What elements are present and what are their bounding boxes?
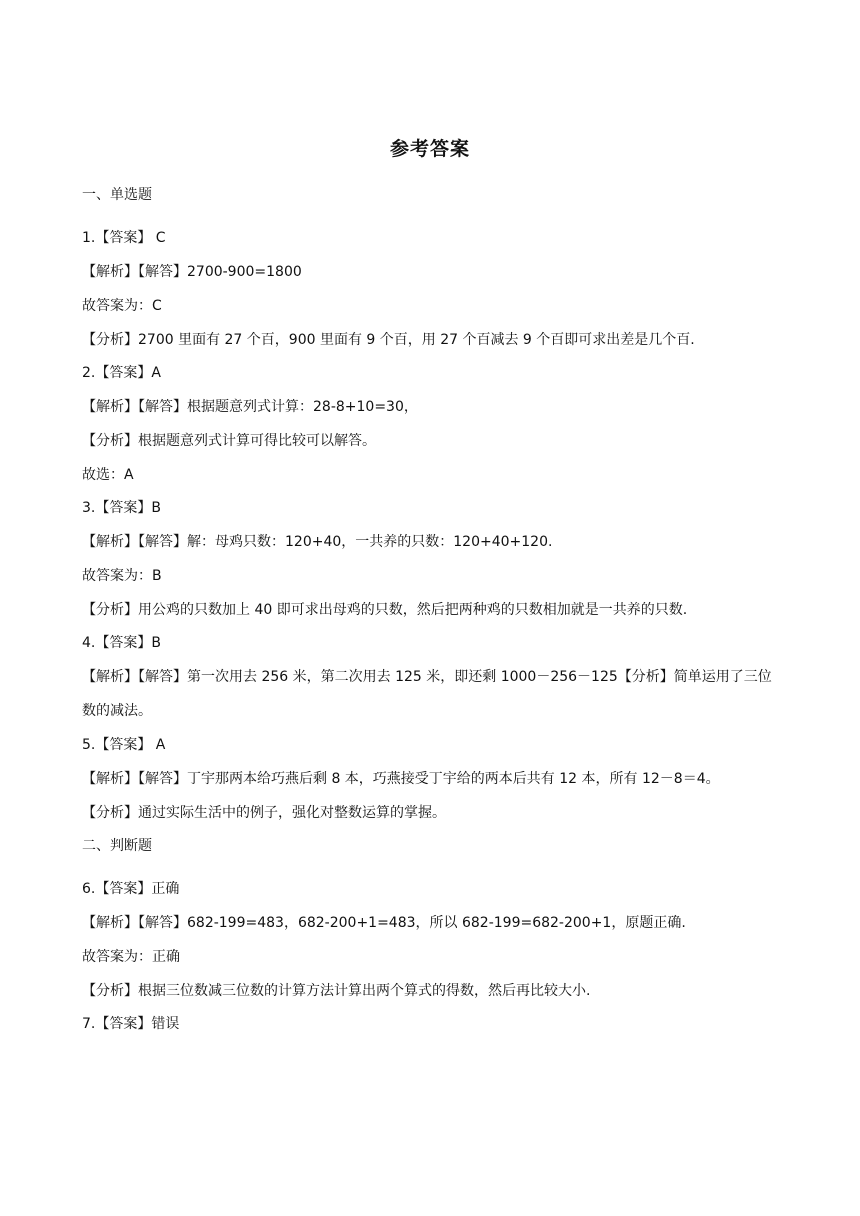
q3-answer: 3.【答案】B — [82, 500, 161, 516]
q4-answer: 4.【答案】B — [82, 635, 161, 651]
section-heading-single-choice: 一、单选题 — [82, 187, 152, 203]
q5-analysis: 【解析】【解答】丁宇那两本给巧燕后剩 8 本，巧燕接受丁宇给的两本后共有 12 本，所有 12－8＝4。 — [82, 771, 720, 787]
q6-conclusion: 故答案为：正确 — [82, 949, 180, 965]
q6-answer: 6.【答案】正确 — [82, 881, 180, 897]
q2-analysis: 【解析】【解答】根据题意列式计算：28-8+10=30， — [82, 399, 418, 415]
q5-note: 【分析】通过实际生活中的例子，强化对整数运算的掌握。 — [82, 805, 446, 821]
q4-analysis: 【解析】【解答】第一次用去 256 米，第二次用去 125 米，即还剩 1000－256－125【分析】简单运用了三位数的减法。 — [82, 669, 772, 719]
q2-note: 【分析】根据题意列式计算可得比较可以解答。 — [82, 433, 376, 449]
section-heading-true-false: 二、判断题 — [82, 838, 152, 854]
q3-note: 【分析】用公鸡的只数加上 40 即可求出母鸡的只数，然后把两种鸡的只数相加就是一共养的只数. — [82, 602, 688, 618]
q6-note: 【分析】根据三位数减三位数的计算方法计算出两个算式的得数，然后再比较大小. — [82, 983, 591, 999]
q1-analysis: 【解析】【解答】2700-900=1800 — [82, 264, 302, 280]
q1-conclusion: 故答案为：C — [82, 298, 162, 314]
q1-note: 【分析】2700 里面有 27 个百，900 里面有 9 个百，用 27 个百减去 9 个百即可求出差是几个百. — [82, 332, 695, 348]
q6-analysis: 【解析】【解答】682-199=483，682-200+1=483，所以 682-199=682-200+1，原题正确. — [82, 915, 686, 931]
q7-answer: 7.【答案】错误 — [82, 1016, 180, 1032]
q2-answer: 2.【答案】A — [82, 365, 161, 381]
page-title: 参考答案 — [389, 138, 470, 160]
q2-conclusion: 故选：A — [82, 467, 134, 483]
q3-conclusion: 故答案为：B — [82, 568, 162, 584]
q1-answer: 1.【答案】 C — [82, 230, 166, 246]
q3-analysis: 【解析】【解答】解：母鸡只数：120+40，一共养的只数：120+40+120. — [82, 534, 553, 550]
q5-answer: 5.【答案】 A — [82, 737, 166, 753]
